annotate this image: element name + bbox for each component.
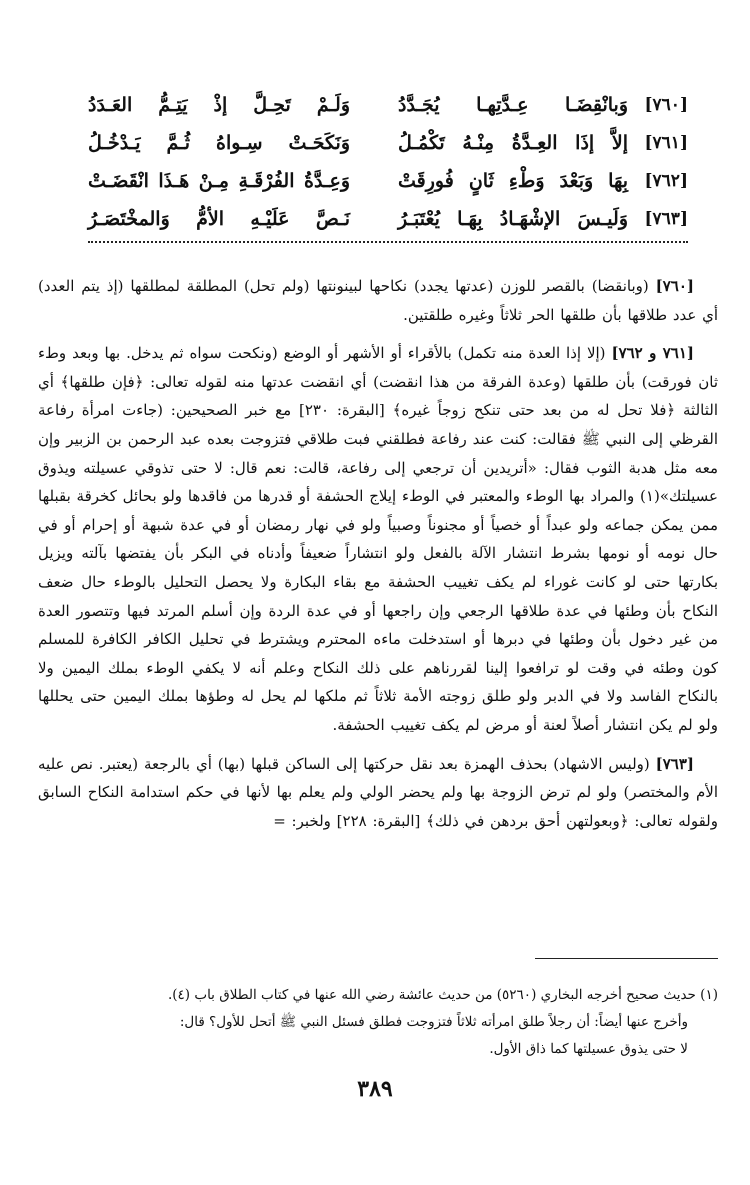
verse-first-hemistich: إلاَّ إذَا العِـدَّةُ مِنْـهُ تَكْمُـلُ: [398, 132, 628, 154]
paragraph-text: (وبانقضا) بالقصر للوزن (عدتها يجدد) نكاحها لبينونتها (ولم تحل) المطلقة لمطلقها (إذ يتم العدد) أي عدد طلاقها بأن طلقها الحر ثلاثاً وغيره طلقتين.: [38, 277, 718, 324]
commentary-paragraph: [38, 339, 718, 739]
verse-line: [88, 200, 688, 238]
commentary-paragraph: [38, 750, 718, 836]
verse-number: [٧٦٢]: [644, 171, 688, 191]
verse-line: [88, 86, 688, 124]
verse-second-hemistich: نَـصَّ عَلَيْـهِ الأمُّ وَالمخْتَصَـرُ: [88, 208, 350, 230]
verse-line: [88, 162, 688, 200]
verse-second-hemistich: وَلَـمْ تَحِـلَّ إذْ يَتِـمُّ العَـدَدُ: [88, 94, 350, 116]
footnote-line: وأخرج عنها أيضاً: أن رجلاً طلق امرأته ثلاثاً فتزوجت فطلق فسئل النبي ﷺ أتحل للأول؟ قال:: [179, 1014, 688, 1030]
verse-line: [88, 124, 688, 162]
commentary-section: [38, 272, 718, 845]
verse-first-hemistich: وَلَيـسَ الإشْهَـادُ بِهَـا يُعْتَبَـرُ: [398, 208, 628, 230]
paragraph-verse-ref: [٧٦٠]: [655, 277, 694, 295]
page-number: ٣٨٩: [357, 1076, 393, 1102]
footnotes: [38, 982, 718, 1063]
paragraph-verse-ref: [٧٦٣]: [655, 754, 694, 773]
paragraph-verse-ref: [٧٦١ و ٧٦٢]: [611, 344, 694, 363]
paragraph-text: (وليس الاشهاد) بحذف الهمزة بعد نقل حركتها إلى الساكن قبلها (بها) أي بالرجعة (يعتبر. نص عليه الأم والمختصر) ولو لم ترض الزوجة بها ولم يحضر الولي ولم يعلم بها لأنها في حكم استدامة النكاح السابق ولقوله تعالى: ﴿وبعولتهن أحق بردهن في ذلك﴾ [البقرة: ٢٢٨] ولخبر: =: [38, 754, 718, 830]
verse-second-hemistich: وَنَكَحَـتْ سِـواهُ ثُـمَّ يَـدْخُـلُ: [88, 132, 350, 154]
poem-verses: [88, 86, 688, 238]
verse-second-hemistich: وَعِـدَّةُ الفُرْقَـةِ مِـنْ هَـذَا انْقَضَـتْ: [88, 170, 350, 192]
verse-number: [٧٦١]: [644, 133, 688, 153]
verse-first-hemistich: وَبانْقِضَـا عِـدَّتِهـا يُجَـدَّدُ: [398, 94, 628, 116]
footnote-line: (١) حديث صحيح أخرجه البخاري (٥٢٦٠) من حديث عائشة رضي الله عنها في كتاب الطلاق باب (٤).: [167, 987, 718, 1003]
verse-number: [٧٦٣]: [644, 209, 688, 229]
dotted-divider: [88, 241, 688, 243]
commentary-paragraph: [38, 272, 718, 329]
verse-first-hemistich: بِهَا وَبَعْدَ وَطْءِ ثَانٍ فُورِقَتْ: [398, 170, 628, 192]
footnote-separator: [535, 958, 718, 959]
verse-number: [٧٦٠]: [644, 95, 688, 115]
paragraph-text: (إلا إذا العدة منه تكمل) بالأقراء أو الأشهر أو الوضع (ونكحت سواه ثم يدخل. بها وبعد وطء ثان فورقت) بأن طلقها (وعدة الفرقة من هذا انقضت) أي انقضت عدتها منه لقوله تعالى: ﴿فإن طلقها﴾ أي الثالثة ﴿فلا تحل له من بعد حتى تنكح زوجاً غيره﴾ [البقرة: ٢٣٠] مع خبر الصحيحين: (جاءت امرأة رفاعة القرظي إلى النبي ﷺ فقالت: كنت عند رفاعة فطلقني فبت طلاقي فتزوجت بعده عبد الرحمن بن الزبير وإن معه مثل هدبة الثوب فقال: «أتريدين أن ترجعي إلى رفاعة، قالت: نعم قال: لا حتى تذوقي عسيلته ويذوق عسيلتك»(١) والمراد بها الوطء والمعتبر في الوطء إيلاج الحشفة أو قدرها من فاقدها ولو بحائل كخرقة بقبلها ممن يمكن جماعه ولو عبداً أو خصياً أو مجنوناً وصبياً ولو في نهار رمضان أو في عدة شبهة أو إحرام أو في حال نومه أو نومها بشرط انتشار الآلة بالفعل ولو انتشاراً ضعيفاً وأدناه في البكر بأن يفتضها بآلته ويزيل بكارتها حتى لو كانت غوراء لم يكف تغييب الحشفة مع بقاء البكارة ولا يحصل التحليل بالوطء حال ضعف النكاح بأن وطئها في عدة طلاقها الرجعي وإن راجعها أو في عدة الردة وإن أسلم المرتد فيها وتتصور العدة من غير دخول بأن وطئها في دبرها أو استدخلت ماءه المحترم ويشترط في تحليل الكافر الكافرة للمسلم كون وطئه في وقت لو ترافعوا إلينا لقررناهم على ذلك النكاح وعلم أنه لا يكفي الوطء بملك اليمين ولا بالنكاح الفاسد ولا في الدبر ولو طلق زوجته الأمة ثلاثاً ثم ملكها لم يحل له وطؤها بملك اليمين حتى يحللها ولو لم يكن انتشار أصلاً لعنة أو مرض لم يكف تغييب الحشفة.: [38, 344, 718, 734]
footnote-line: لا حتى يذوق عسيلتها كما ذاق الأول.: [489, 1041, 688, 1057]
